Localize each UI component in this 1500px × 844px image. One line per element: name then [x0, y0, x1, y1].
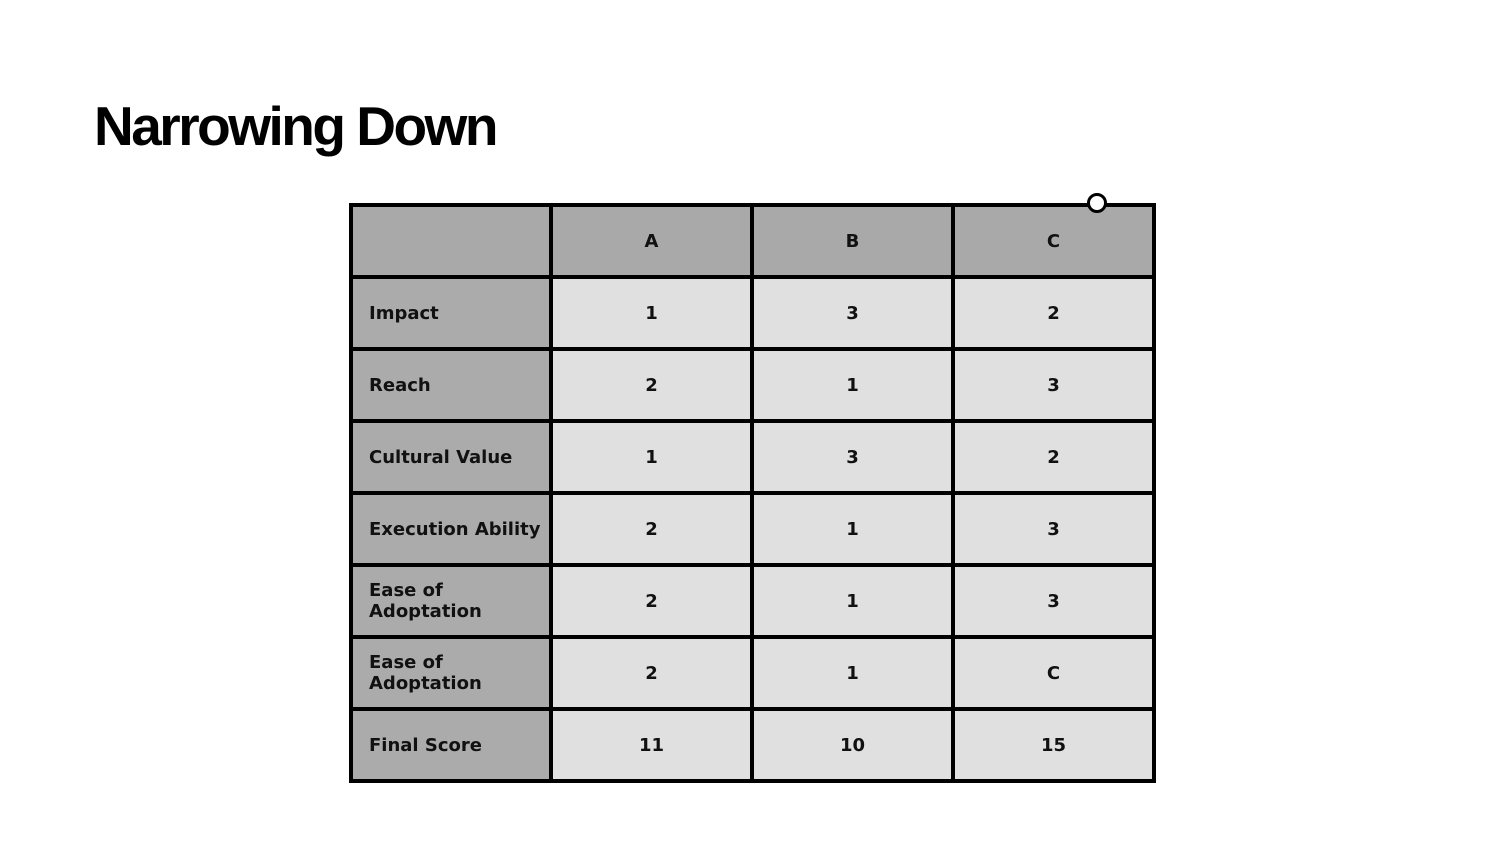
- table-cell[interactable]: 2: [551, 493, 752, 565]
- table-cell[interactable]: 1: [752, 349, 953, 421]
- table-cell[interactable]: 2: [551, 565, 752, 637]
- table-cell[interactable]: 3: [953, 349, 1154, 421]
- table-row: [351, 421, 1154, 493]
- table-cell[interactable]: 1: [551, 277, 752, 349]
- resize-handle[interactable]: [1087, 193, 1107, 213]
- table-cell[interactable]: 2: [953, 277, 1154, 349]
- final-score-cell[interactable]: 11: [551, 709, 752, 781]
- final-score-cell[interactable]: 15: [953, 709, 1154, 781]
- table-row-final-score: [351, 709, 1154, 781]
- row-label-execution-ability[interactable]: Execution Ability: [351, 493, 551, 565]
- row-label-final-score[interactable]: Final Score: [351, 709, 551, 781]
- table-cell[interactable]: 3: [752, 277, 953, 349]
- table-cell[interactable]: 2: [551, 349, 752, 421]
- table-cell[interactable]: 1: [752, 565, 953, 637]
- table-row: [351, 349, 1154, 421]
- score-table-container: [349, 203, 1152, 756]
- table-cell[interactable]: C: [953, 637, 1154, 709]
- table-cell[interactable]: 3: [752, 421, 953, 493]
- page-title: Narrowing Down: [94, 95, 496, 157]
- table-row: [351, 637, 1154, 709]
- table-cell[interactable]: 2: [953, 421, 1154, 493]
- table-cell[interactable]: 2: [551, 637, 752, 709]
- table-cell[interactable]: 3: [953, 565, 1154, 637]
- table-cell[interactable]: 1: [551, 421, 752, 493]
- table-header-row: [351, 205, 1154, 277]
- score-table[interactable]: [349, 203, 1156, 783]
- row-label-ease-of-adoptation-2[interactable]: Ease of Adoptation: [351, 637, 551, 709]
- header-cell-c[interactable]: C: [953, 205, 1154, 277]
- row-label-ease-of-adoptation[interactable]: Ease of Adoptation: [351, 565, 551, 637]
- header-cell-empty[interactable]: [351, 205, 551, 277]
- row-label-cultural-value[interactable]: Cultural Value: [351, 421, 551, 493]
- header-cell-a[interactable]: A: [551, 205, 752, 277]
- final-score-cell[interactable]: 10: [752, 709, 953, 781]
- table-cell[interactable]: 3: [953, 493, 1154, 565]
- header-cell-b[interactable]: B: [752, 205, 953, 277]
- row-label-reach[interactable]: Reach: [351, 349, 551, 421]
- table-row: [351, 565, 1154, 637]
- row-label-impact[interactable]: Impact: [351, 277, 551, 349]
- table-cell[interactable]: 1: [752, 637, 953, 709]
- table-row: [351, 493, 1154, 565]
- table-cell[interactable]: 1: [752, 493, 953, 565]
- table-row: [351, 277, 1154, 349]
